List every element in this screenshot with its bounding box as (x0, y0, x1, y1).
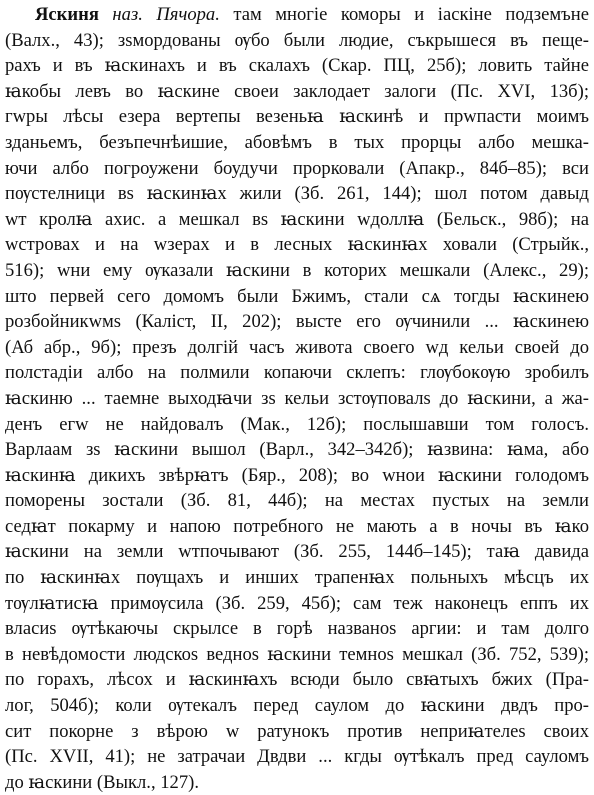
entry-line-1 (5, 2, 589, 28)
grammar-label: наз. Пячора. (112, 4, 220, 25)
entry-text-line: wт кролꙗ ахис. а мешкал вs ꙗскини wдоллꙗ (Бельск., 98б); на (5, 208, 589, 230)
entry-text-line: ючи албо погроужени боудучи прорковали (Апакр., 84б–85); вси (5, 157, 589, 179)
entry-text-line: што первей сего домомъ были Бжимъ, стали сѧ тогды ꙗскинею (5, 285, 589, 307)
entry-text-line: пѹстелници вs ꙗскинꙗх жили (Зб. 261, 144); шол потом давыд (5, 183, 589, 205)
headword: Яскиня (35, 4, 99, 25)
entry-text-line: ꙗскинꙗ дикихъ звѣрꙗтъ (Бяр., 208); во wнои ꙗскини голодомъ (5, 464, 589, 486)
entry-text-line: Варлаам зs ꙗскини вышол (Варл., 342–342б); ꙗзвина: ꙗма, або (5, 439, 589, 461)
entry-text-line: сит покорне з вѣрою w ратунокъ против неприꙗтелеs своих (5, 720, 589, 742)
dictionary-entry (5, 2, 589, 795)
entry-text-line: рахъ и въ ꙗскинахъ и въ скалахъ (Скар. ПЦ, 25б); ловить тайне (5, 55, 589, 77)
entry-text-line: полстадiи албо на полмили копаючи склепъ: глѹбокѹю зробилъ (5, 362, 589, 384)
entry-text-line: в невѣдомости людскоs ведноs ꙗскини темноs мешкал (Зб. 752, 539); (5, 643, 589, 665)
entry-text-line: до ꙗскини (Выкл., 127). (5, 771, 199, 793)
entry-text-line: по горахъ, лѣсох и ꙗскинꙗхъ всюди было свꙗтыхъ бжих (Пра- (5, 669, 589, 691)
entry-text-line: лог, 504б); коли ѹтекалъ перед саулом до ꙗскини двдъ про- (5, 695, 589, 717)
entry-text-line: ꙗскиню ... таемне выходꙗчи зs кельи зстѹповалs до ꙗскини, а жа- (5, 387, 589, 409)
entry-text-line: седꙗт покарму и напою потребного не мають а в ночы въ ꙗко (5, 515, 589, 537)
entry-text-line: розбойникwмs (Калiст, II, 202); высте его ѹчинили ... ꙗскинею (5, 311, 589, 333)
entry-text-line: (Аб абр., 9б); презъ долгiй часъ живота своего wд кельи своей до (5, 336, 589, 358)
entry-text-line: ꙗскини на земли wтпочывают (Зб. 255, 144б–145); таꙗ давида (5, 541, 589, 563)
entry-text-line: (Валх., 43); зsмордованы ѹбо были людие, съкрышеся въ пеще- (5, 29, 589, 51)
entry-text-line: там многiе коморы и iаскiне подземъне (233, 4, 589, 25)
entry-text-line: 516); wни ему ѹказали ꙗскини в которих мешкали (Алекс., 29); (5, 259, 589, 281)
entry-text-line: поморены зостали (Зб. 81, 44б); на местах пустых на земли (5, 490, 589, 512)
entry-text-line: тѹлꙗтисꙗ примѹсила (Зб. 259, 45б); сам теж наконецъ еппъ их (5, 592, 589, 614)
entry-text-line: гwры лѣсы езера вертепы везеньꙗ ꙗскинѣ и прwпасти моимъ (5, 106, 589, 128)
entry-text-line: wстровах и на wзерах и в лесных ꙗскинꙗх ховали (Стрыйк., (5, 234, 589, 256)
entry-text-line: зданьемъ, безъпечнѣишие, абовѣмъ в тых прорцы албо мешка- (5, 131, 589, 153)
entry-text-line: ꙗкобы левъ во ꙗскине своеи заклодает залоги (Пс. XVI, 13б); (5, 80, 589, 102)
entry-text-line: денъ егw не найдовалъ (Мак., 12б); послышавши том голосъ. (5, 413, 589, 435)
entry-text-line: по ꙗскинꙗх пѹщахъ и инших трапенꙗх польныхъ мѣсцъ их (5, 567, 589, 589)
entry-text-line: (Пс. XVII, 41); не затрачаи Двдви ... кгды ѹтѣкалъ пред сауломъ (5, 746, 589, 768)
entry-text-line: власиs ѹтѣкаючы скрылсе в горѣ названоs аргии: и там долго (5, 618, 589, 640)
